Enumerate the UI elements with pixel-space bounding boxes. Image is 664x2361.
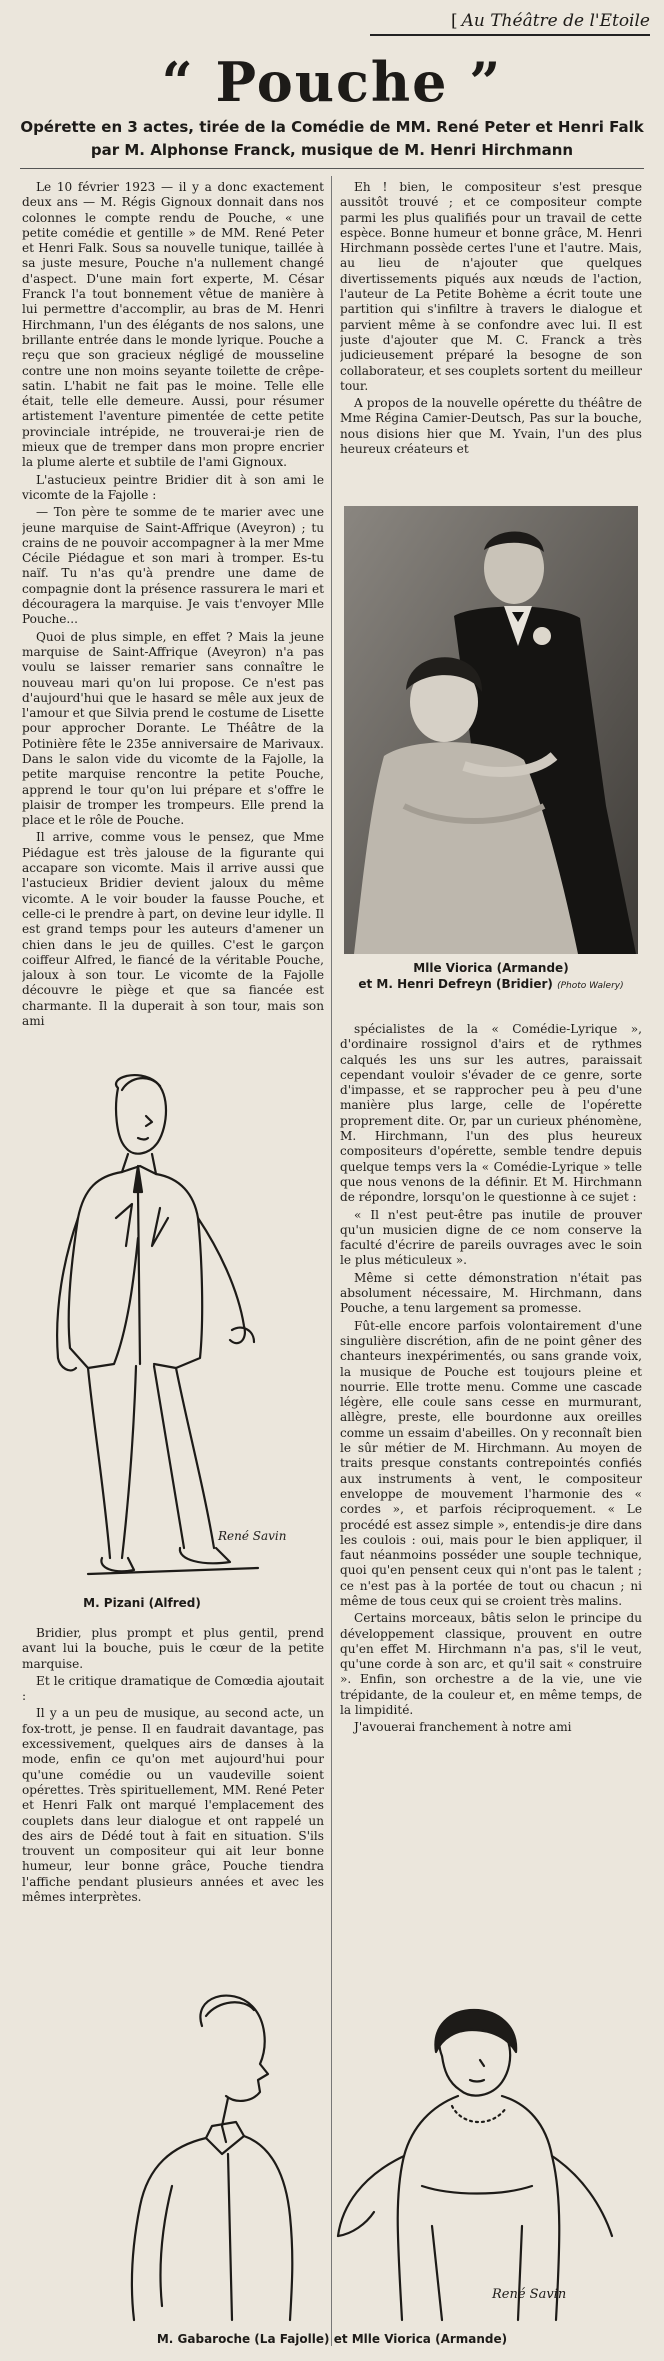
paragraph: Il arrive, comme vous le pensez, que Mme Piédague est très jalouse de la figurante qui accapare son vicomte. Mais il arrive aussi que l'astucieux Bridier devient jaloux du même vicomte. A le voir bouder la fausse Pouche, et celle-ci le prendre à part, on devine leur idylle. Il est grand temps pour les auteurs d'amener un chien dans le jeu de quilles. C'est le garçon coiffeur Alfred, le fiancé de la véritable Pouche, jaloux à son tour. Le vicomte de la Fajolle découvre le piège et que sa fiancée est charmante. Il la duperait à son tour, mais son ami [22,830,324,1029]
paragraph: J'avouerai franchement à notre ami [354,1720,572,1735]
column-1-bottom [22,1626,324,1968]
paragraph: Certains morceaux, bâtis selon le principe du développement classique, prouvent en outre qu'en effet M. Hirchmann n'a pas, s'il le veut, qu'une corde à son arc, et qu'il sait « construire ». Enfin, son orchestre a de la vie, une vie trépidante, de la couleur et, en même temps, de la limpidité. [340,1611,642,1718]
photo-caption [340,960,642,994]
paragraph: Quoi de plus simple, en effet ? Mais la jeune marquise de Saint-Affrique (Aveyron) n'a pas voulu se laisser remarier sans connaître le nouveau mari qu'on lui propose. Ce n'est pas d'aujourd'hui que le hasard se mêle aux jeux de l'amour et que Silvia prend le costume de Lisette pour approcher Dorante. Le Théâtre de la Potinière fête le 235e anniversaire de Marivaux. Dans le salon vide du vicomte de la Fajolle, la petite marquise rencontre la petite Pouche, apprend le tour qu'on lui prépare et s'offre le plaisir de tromper les trompeurs. Elle prend la place et le rôle de Pouche. [22,629,324,828]
running-head [370,8,650,36]
paragraph: — Ton père te somme de te marier avec une jeune marquise de Saint-Affrique (Aveyron) ; tu crains de ne pouvoir accompagner à la mer Mme Cécile Piédague et son mari à tromper. Es-tu naïf. Tu n'as qu'à prendre une dame de compagnie dont la présence rassurera le mari et découragera la marquise. Je vais t'envoyer Mlle Pouche... [22,505,324,627]
article-title: “ Pouche ” [161,50,503,114]
pizani-sketch [18,1068,324,1590]
sketch1-signature: René Savin [218,1529,287,1543]
paragraph: Il y a un peu de musique, au second acte, un fox-trott, je pense. Il en faudrait davantage, pas excessivement, quelques airs de danses à la mode, enfin ce qu'on met aujourd'hui pour qu'une comédie ou un vaudeville soient opérettes. Très spirituellement, MM. René Peter et Henri Falk ont marqué l'emplacement des couplets dans leur dialogue et ont rappelé un des airs de Dédé tout à fait en situation. S'ils trouvent un compositeur qui ait leur bonne humeur, leur bonne grâce, Pouche tiendra l'affiche pendant plusieurs années et avec les mêmes interprètes. [22,1706,324,1905]
running-head-bracket: [ [450,11,458,31]
photo-caption-line-2: et M. Henri Defreyn (Bridier) [358,977,553,991]
paragraph: Eh ! bien, le compositeur s'est presque aussitôt trouvé ; et ce compositeur compte parmi les plus qualifiés pour un travail de cette espèce. Bonne humeur et bonne grâce, M. Henri Hirchmann possède certes l'une et l'autre. Mais, au lieu de n'ajouter que quelques divertissements piqués aux nœuds de l'action, l'auteur de La Petite Bohème a écrit toute une partition qui s'infiltre à travers le dialogue et parvient même à se confondre avec lui. Il est juste d'ajouter que M. C. Franck a très judicieusement préparé la besogne de son collaborateur, et ses couplets sortent du meilleur tour. [340,180,642,393]
article-subtitle [20,116,644,162]
sketch1-caption: M. Pizani (Alfred) [83,1596,201,1610]
paragraph: Bridier, plus prompt et plus gentil, prend avant lui la bouche, puis le cœur de la petite marquise. [22,1626,324,1671]
paragraph: Fût-elle encore parfois volontairement d'une singulière discrétion, afin de ne point gêner des chanteurs inexpérimentés, ou sans grande voix, la musique de Pouche est toujours pleine et nourrie. Elle trotte menu. Comme une cascade légère, elle coule sans cesse en murmurant, allègre, preste, elle bourdonne aux oreilles comme un essaim d'abeilles. On y reconnaît bien le sûr métier de M. Hirchmann. Au moyen de traits presque constants contrepointés confiés aux instruments à vent, le compositeur enveloppe de mouvement l'harmonie des « cordes », et parfois réciproquement. « Le procédé est assez simple », entendis-je dire dans les coulois : oui, mais pour le bien appliquer, il faut néanmoins posséder une souple technique, quoi qu'en pensent ceux qui n'ont pas le talent ; ce n'est pas à la portée de tout ou chacun ; ni même de tous ceux qui se croient très malins. [340,1318,642,1608]
photo-credit: (Photo Walery) [557,981,624,991]
paragraph: Même si cette démonstration n'était pas absolument nécessaire, M. Hirchmann, dans Pouche, a tenu largement sa promesse. [340,1270,642,1316]
running-head-title: Au Théâtre de l'Etoile [461,11,650,31]
paragraph: spécialistes de la « Comédie-Lyrique », d'ordinaire rossignol d'airs et de rythmes calqués les uns sur les autres, paraissait cependant vouloir s'évader de ce genre, sorte d'impasse, et se rapprocher peu à peu d'une manière plus large, celle de l'opérette proprement dite. Or, par un curieux phénomène, M. Hirchmann, l'un des plus heureux compositeurs d'opérette, semble tendre depuis quelque temps vers la « Comédie-Lyrique » telle que nous venons de la définir. Et M. Hirchmann de répondre, lorsqu'on le questionne à ce sujet : [340,1022,642,1205]
paragraph: « Il n'est peut-être pas inutile de prouver qu'un musicien digne de ce nom conserve la faculté d'écrire de pareils ouvrages avec le soin le plus méticuleux ». [340,1207,642,1268]
sketch2-caption: M. Gabaroche (La Fajolle) et Mlle Viorica (Armande) [156,2332,508,2346]
column-1-top [22,180,324,1058]
sketch2-signature: René Savin [492,2287,567,2302]
subtitle-line-1: Opérette en 3 actes, tirée de la Comédie de MM. René Peter et Henri Falk [20,118,644,136]
photo-caption-line-1: Mlle Viorica (Armande) [413,961,569,975]
title-rule [20,168,644,169]
gabaroche-viorica-sketch [22,1986,638,2320]
paragraph: A propos de la nouvelle opérette du théâtre de Mme Régina Camier-Deutsch, Pas sur la bouche, nous disions hier que M. Yvain, l'un des plus heureux créateurs et [340,396,642,457]
column-2-bottom [340,1022,642,1973]
paragraph: Le 10 février 1923 — il y a donc exactement deux ans — M. Régis Gignoux donnait dans nos colonnes le compte rendu de Pouche, « une petite comédie et gentille » de MM. René Peter et Henri Falk. Sous sa nouvelle tunique, taillée à sa juste mesure, Pouche n'a nullement changé d'aspect. D'une main fort experte, M. César Franck l'a tout bonnement vêtue de manière à lui permettre d'accomplir, au bras de M. Henri Hirchmann, l'un des élégants de nos salons, une brillante entrée dans le monde lyrique. Pouche a reçu que son gracieux négligé de mousseline contre une non moins seyante toilette de crêpe-satin. L'habit ne fait pas le moine. Telle elle était, telle elle demeure. Aussi, pour résumer artistement l'aventure pimentée de cette petite provinciale intrépide, ne trouverai-je rien de mieux que de tremper dans mon propre encrier la plume alerte et subtile de l'ami Gignoux. [22,180,324,470]
subtitle-line-2: par M. Alphonse Franck, musique de M. Henri Hirchmann [90,141,574,159]
paragraph: Et le critique dramatique de Comœdia ajoutait : [22,1673,324,1704]
actors-photo [344,506,638,954]
column-2-top [340,180,642,488]
paragraph: L'astucieux peintre Bridier dit à son ami le vicomte de la Fajolle : [22,472,324,502]
photo-image [344,506,638,954]
